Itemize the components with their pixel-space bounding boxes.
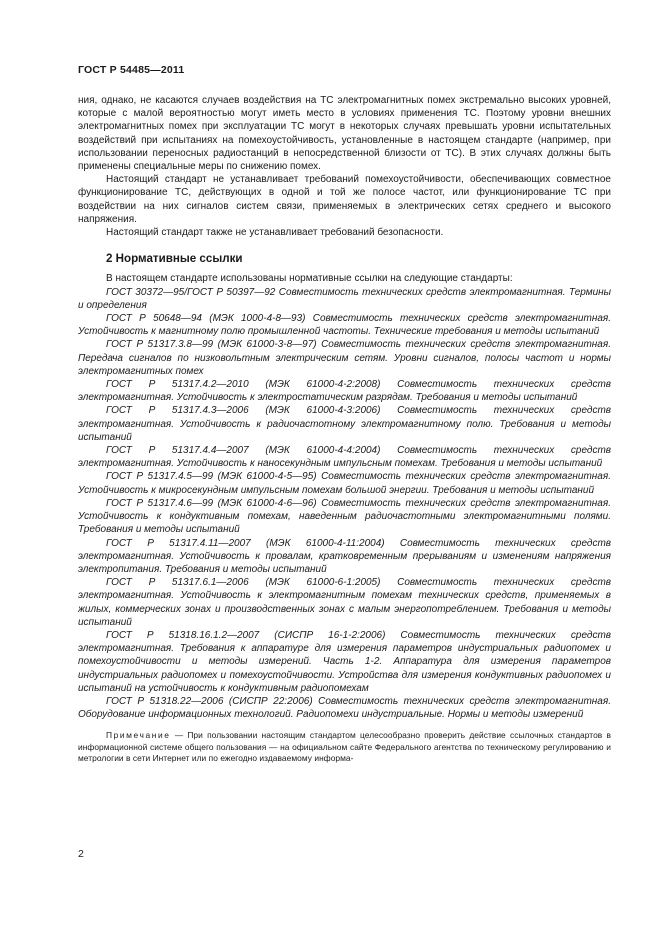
page-number: 2 bbox=[78, 848, 84, 860]
intro-paragraph-1: ния, однако, не касаются случаев воздействия на ТС электромагнитных помех экстремально высоких уровней, которые с малой вероятностью могут иметь место в условиях применения ТС. Поэтому уровни внешних электромагнитных помех при эксплуатации ТС могут в некоторых случаях превышать уровни испытательных воздействий при испытаниях на помехоустойчивость, установленные в настоящем стандарте (например, при использовании переносных радиостанций в непосредственной близости от ТС). В этих случаях должны быть применены специальные меры по снижению помех. bbox=[78, 95, 611, 173]
reference-item: ГОСТ 30372—95/ГОСТ Р 50397—92 Совместимость технических средств электромагнитная. Термины и определения bbox=[78, 286, 611, 311]
reference-item: ГОСТ Р 51317.4.3—2006 (МЭК 61000-4-3:2006) Совместимость технических средств электромагнитная. Устойчивость к радиочастотному электромагнитному полю. Требования и методы испытаний bbox=[78, 405, 611, 443]
reference-item: ГОСТ Р 51317.6.1—2006 (МЭК 61000-6-1:2005) Совместимость технических средств электромагнитная. Устойчивость к электромагнитным помехам технических средств, применяемых в жилых, коммерческих зонах и производственных зонах с малым энергопотреблением. Требования и методы испытаний bbox=[78, 577, 611, 628]
reference-item: ГОСТ Р 51317.4.6—99 (МЭК 61000-4-6—96) Совместимость технических средств электромагнитная. Устойчивость к кондуктивным помехам, наведенным радиочастотными электромагнитными полями. Требования и методы испытаний bbox=[78, 497, 611, 536]
page-header-title: ГОСТ Р 54485—2011 bbox=[78, 64, 185, 76]
document-body bbox=[78, 94, 611, 764]
reference-item: ГОСТ Р 51317.4.5—99 (МЭК 61000-4-5—95) Совместимость технических средств электромагнитная. Устойчивость к микросекундным импульсным помехам большой энергии. Требования и методы испытаний bbox=[78, 471, 611, 496]
note-label: Примечание bbox=[106, 730, 171, 741]
reference-item: ГОСТ Р 50648—94 (МЭК 1000-4-8—93) Совместимость технических средств электромагнитная. Устойчивость к магнитному полю промышленной частоты. Технические требования и методы испытаний bbox=[78, 313, 611, 338]
note-text: — При пользовании настоящим стандартом целесообразно проверить действие ссылочных стандартов в информационной системе общего пользования — на официальном сайте Федерального агентства по техническому регулированию и метрологии в сети Интернет или по ежегодно издаваемому информа- bbox=[78, 730, 611, 763]
section-lead: В настоящем стандарте использованы нормативные ссылки на следующие стандарты: bbox=[106, 273, 513, 285]
reference-item: ГОСТ Р 51318.22—2006 (СИСПР 22:2006) Совместимость технических средств электромагнитная. Оборудование информационных технологий. Радиопомехи индустриальные. Нормы и методы измерений bbox=[78, 695, 611, 721]
intro-paragraph-3: Настоящий стандарт также не устанавливает требований безопасности. bbox=[106, 227, 444, 239]
section-heading: 2 Нормативные ссылки bbox=[106, 252, 243, 266]
reference-item: ГОСТ Р 51317.4.2—2010 (МЭК 61000-4-2:2008) Совместимость технических средств электромагнитная. Устойчивость к электростатическим разрядам. Требования и методы испытаний bbox=[78, 379, 611, 404]
reference-item: ГОСТ Р 51317.4.11—2007 (МЭК 61000-4-11:2004) Совместимость технических средств электромагнитная. Устойчивость к провалам, кратковременным прерываниям и изменениям напряжения электропитания. Требования и методы испытаний bbox=[78, 537, 611, 575]
reference-item: ГОСТ Р 51318.16.1.2—2007 (СИСПР 16-1-2:2006) Совместимость технических средств электромагнитная. Требования к аппаратуре для измерения параметров индустриальных радиопомех и помехоустойчивости и методы измерений. Часть 1-2. Аппаратура для измерения параметров индустриальных радиопомех и помехоустойчивости. Устройства для измерения кондуктивных радиопомех и испытаний на устойчивость к кондуктивным радиопомехам bbox=[78, 629, 611, 694]
intro-paragraph-2: Настоящий стандарт не устанавливает требований помехоустойчивости, обеспечивающих совместное функционирование ТС, действующих в одной и той же полосе частот, или функционирование ТС при воздействии на них сигналов систем связи, применяемых в электрических сетях среднего и высокого напряжения. bbox=[78, 174, 611, 225]
reference-item: ГОСТ Р 51317.3.8—99 (МЭК 61000-3-8—97) Совместимость технических средств электромагнитная. Передача сигналов по низковольтным электрическим сетям. Уровни сигналов, полосы частот и нормы электромагнитных помех bbox=[78, 339, 611, 377]
note-paragraph bbox=[78, 730, 611, 764]
reference-item: ГОСТ Р 51317.4.4—2007 (МЭК 61000-4-4:2004) Совместимость технических средств электромагнитная. Устойчивость к наносекундным импульсным помехам. Требования и методы испытаний bbox=[78, 445, 611, 470]
